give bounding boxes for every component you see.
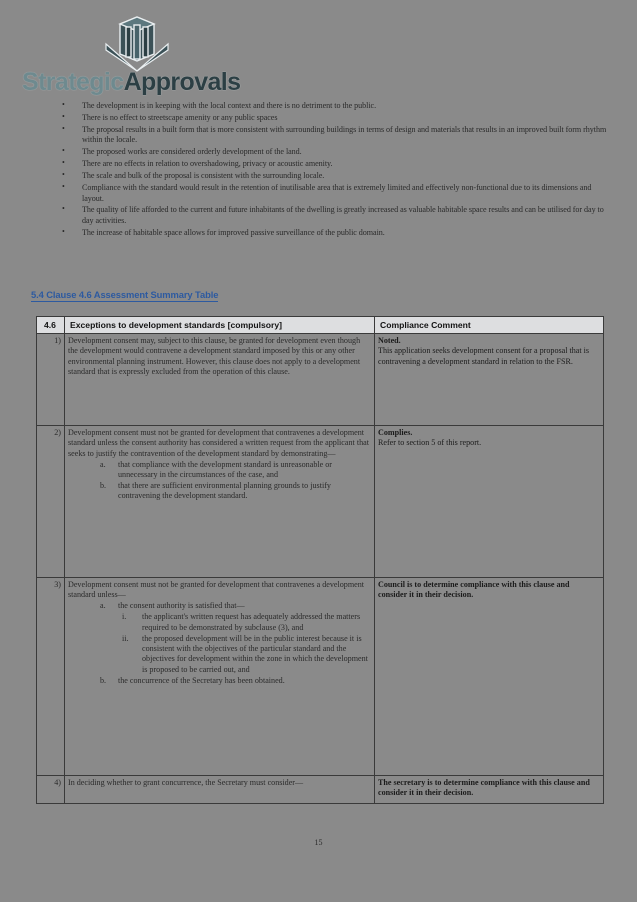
list-item [96,601,371,675]
sub-text: that there are sufficient environmental planning grounds to justify contravening the development standard. [118,481,331,501]
row-number: 2) [37,426,65,578]
building-logo-icon [100,14,174,72]
comment-body: The secretary is to determine compliance with this clause and consider it in their decision. [378,778,590,798]
comment-lead: Noted. [378,336,401,345]
table-row [37,426,604,578]
table-header-exceptions: Exceptions to development standards [compulsory] [65,317,375,334]
list-item: • The proposed works are considered orderly development of the land. [56,147,612,158]
list-item: • Compliance with the standard would result in the retention of inutilisable area that is extremely limited and effectively non-functional due to its dimensions and layout. [56,183,612,204]
list-item [96,676,371,686]
assessment-bullet-list [56,101,612,240]
sub-sub-text: the proposed development will be in the public interest because it is consistent with the objectives of the particular standard and the objectives for development within the zone in which the development is proposed to be carried out, and [142,633,368,674]
sub-text: that compliance with the development standard is unreasonable or unnecessary in the circumstances of the case, and [118,459,332,480]
list-item: • The development is in keeping with the local context and there is no detriment to the public. [56,101,612,112]
row-number: 3) [37,578,65,776]
table-row [37,578,604,776]
section-heading: 5.4 Clause 4.6 Assessment Summary Table [31,289,219,300]
sub-text: the consent authority is satisfied that— [118,601,245,611]
sub-marker: b. [100,481,107,491]
sub-marker: a. [100,459,106,469]
row-compliance-comment [375,776,604,804]
sub-marker: b. [100,675,107,685]
list-item: • The proposal results in a built form that is more consistent with surrounding buildings in terms of design and materials that results in an improved built form rhythm within the locale. [56,125,612,146]
clause-sub-sub-list [118,612,371,675]
clause-intro: Development consent must not be granted for development that contravenes a development standard unless the consent authority has considered a written request from the applicant that seeks to justify the contravention of the development standard by demonstrating— [68,428,369,458]
clause-sub-list [96,601,371,686]
row-clause-text [65,426,375,578]
table-header-row [37,317,604,334]
sub-sub-marker: i. [122,612,127,622]
sub-marker: a. [100,601,106,611]
row-clause-text [65,578,375,776]
clause-intro: Development consent must not be granted for development that contravenes a development standard unless— [68,580,365,600]
list-item: • The increase of habitable space allows for improved passive surveillance of the public domain. [56,228,612,239]
comment-body: Council is to determine compliance with this clause and consider it in their decision. [378,580,570,600]
brand-word-strategic: Strategic [22,68,124,96]
row-number: 1) [37,334,65,426]
comment-lead: Complies. [378,428,413,437]
sub-text: the concurrence of the Secretary has been obtained. [118,675,285,685]
comment-body: Refer to section 5 of this report. [378,438,482,448]
list-item: • There is no effect to streetscape amenity or any public spaces [56,113,612,124]
table-header-compliance-comment: Compliance Comment [375,317,604,334]
list-item: • The scale and bulk of the proposal is consistent with the surrounding locale. [56,171,612,182]
row-compliance-comment [375,426,604,578]
row-clause-text: Development consent may, subject to this clause, be granted for development even though the development would contravene a development standard imposed by this or any other environmental planning instrument. However, this clause does not apply to a development standard that is expressly excluded from the operation of this clause. [65,334,375,426]
brand-word-approvals: Approvals [123,68,241,96]
page-number: 15 [314,838,323,847]
row-clause-text: In deciding whether to grant concurrence, the Secretary must consider— [65,776,375,804]
list-item: • There are no effects in relation to overshadowing, privacy or acoustic amenity. [56,159,612,170]
sub-sub-marker: ii. [122,633,129,643]
list-item [96,460,371,481]
table-row [37,334,604,426]
clause-sub-list [96,460,371,502]
row-compliance-comment [375,334,604,426]
brand-logo [16,8,266,100]
list-item [118,612,371,633]
list-item: • The quality of life afforded to the current and future inhabitants of the dwelling is greatly increased as valuable habitable space results and can be utilised for day to day activities. [56,205,612,226]
row-compliance-comment [375,578,604,776]
row-number: 4) [37,776,65,804]
brand-wordmark [22,70,240,95]
table-header-clause-number: 4.6 [37,317,65,334]
comment-body: This application seeks development consent for a proposal that is contravening a development standard in relation to the FSR. [378,346,590,366]
table-row [37,776,604,804]
sub-sub-text: the applicant's written request has adequately addressed the matters required to be demonstrated by subclause (3), and [142,612,361,632]
clause-46-assessment-table [36,316,604,804]
list-item [118,634,371,676]
list-item [96,481,371,502]
